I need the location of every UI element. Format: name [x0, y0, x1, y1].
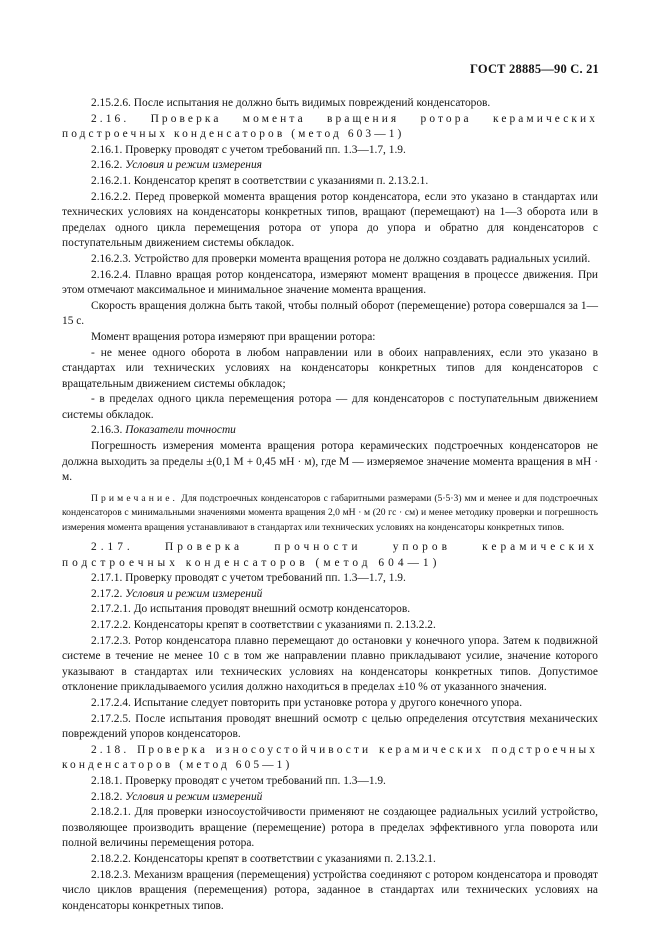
- section-heading-2-18: 2.18. Проверка износоустойчивости керамических подстроечных конденсаторов (метод 605—1): [62, 743, 598, 772]
- paragraph: Момент вращения ротора измеряют при вращении ротора:: [91, 330, 376, 343]
- paragraph: 2.17.2.3. Ротор конденсатора плавно перемещают до остановки у конечного упора. Затем к подвижной системе в течение не менее 10 с в том же направлении плавно прикладывают усилие, значение которого указывают в стандартах или технических условиях на конденсаторы конкретных типов. Допустимое отклонение прикладываемого усилия должно находиться в пределах ±10 % от указанного значения.: [62, 634, 598, 694]
- paragraph: 2.18.2.1. Для проверки износоустойчивости применяют не создающее радиальных усилий устройство, позволяющее производить вращение (перемещение) ротора в пределах эффективного угла поворота или полной величины перемещения ротора.: [62, 806, 598, 850]
- paragraph: 2.16.1. Проверку проводят с учетом требований пп. 1.3—1.7, 1.9.: [91, 143, 406, 156]
- subheading: [62, 587, 598, 603]
- paragraph: Погрешность измерения момента вращения ротора керамических подстроечных конденсаторов не должна выходить за пределы ±(0,1 M + 0,45 мН · м), где M — измеряемое значение момента вращения в мН · м.: [62, 440, 598, 484]
- subheading: [62, 158, 598, 174]
- paragraph: 2.16.2.4. Плавно вращая ротор конденсатора, измеряют момент вращения в процессе движения. При этом отмечают максимальное и минимальное значение момента вращения.: [62, 268, 598, 297]
- paragraph: 2.17.2.5. После испытания проводят внешний осмотр с целью определения отсутствия механических повреждений упоров конденсаторов.: [62, 712, 598, 741]
- paragraph: 2.17.2.2. Конденсаторы крепят в соответствии с указаниями п. 2.13.2.2.: [91, 619, 436, 632]
- subheading-title: Условия и режим измерения: [125, 159, 262, 172]
- paragraph: 2.17.1. Проверку проводят с учетом требований пп. 1.3—1.7, 1.9.: [91, 572, 406, 585]
- note-label: Примечание.: [91, 492, 179, 504]
- subheading-number: 2.17.2.: [91, 587, 123, 600]
- section-heading-2-16: 2.16. Проверка момента вращения ротора керамических подстроечных конденсаторов (метод 603—1): [62, 112, 598, 141]
- paragraph: 2.16.2.3. Устройство для проверки момента вращения ротора не должно создавать радиальных усилий.: [91, 252, 591, 265]
- list-item: - в пределах одного цикла перемещения ротора — для конденсаторов с поступательным движением системы обкладок.: [62, 393, 598, 421]
- list-item: - не менее одного оборота в любом направлении или в обоих направлениях, если это указано в стандартах или технических условиях на конденсаторы конкретных типов для конденсаторов с вращательным движением системы обкладок;: [62, 346, 598, 390]
- subheading-number: 2.16.3.: [91, 424, 123, 437]
- subheading-title: Показатели точности: [125, 424, 236, 437]
- note-text: Для подстроечных конденсаторов с габаритными размерами (5·5·3) мм и менее и для подстроечных конденсаторов с минимальными значениями момента вращения 2,0 мН · м (20 гс · см) и менее методику проверки и погрешность измерения момента вращения устанавливают в стандартах или технических условиях на конденсаторы конкретных типов.: [62, 492, 598, 533]
- paragraph: 2.18.1. Проверку проводят с учетом требований пп. 1.3—1.9.: [91, 774, 386, 787]
- subheading-title: Условия и режим измерений: [125, 587, 263, 600]
- paragraph: 2.16.2.1. Конденсатор крепят в соответствии с указаниями п. 2.13.2.1.: [91, 174, 429, 187]
- note: [62, 492, 598, 535]
- page-header: ГОСТ 28885—90 С. 21: [470, 62, 599, 76]
- paragraph: 2.16.2.2. Перед проверкой момента вращения ротор конденсатора, если это указано в стандартах или технических условиях на конденсаторы конкретных типов, вращают (перемещают) на 1—3 оборота или в пределах одного цикла перемещения ротора от упора до упора и обратно для конденсаторов с поступательным движением системы обкладок.: [62, 190, 598, 250]
- paragraph: 2.18.2.2. Конденсаторы крепят в соответствии с указаниями п. 2.13.2.1.: [91, 852, 436, 865]
- paragraph: 2.18.2.3. Механизм вращения (перемещения) устройства соединяют с ротором конденсатора и проводят число циклов вращения (перемещения) ротора, заданное в стандартах или технических условиях на конденсаторы конкретных типов.: [62, 868, 598, 912]
- subheading: [62, 423, 598, 439]
- subheading-number: 2.16.2.: [91, 159, 123, 172]
- paragraph: Скорость вращения должна быть такой, чтобы полный оборот (перемещение) ротора совершался за 1—15 с.: [62, 299, 598, 328]
- paragraph: 2.15.2.6. После испытания не должно быть видимых повреждений конденсаторов.: [91, 97, 491, 109]
- subheading-title: Условия и режим измерений: [125, 790, 263, 803]
- subheading: [62, 790, 598, 806]
- section-heading-2-17: 2.17. Проверка прочности упоров керамических подстроечных конденсаторов (метод 604—1): [62, 541, 598, 569]
- page-content: [62, 96, 598, 914]
- paragraph: 2.17.2.4. Испытание следует повторить при установке ротора у другого конечного упора.: [91, 697, 523, 709]
- subheading-number: 2.18.2.: [91, 790, 123, 803]
- paragraph: 2.17.2.1. До испытания проводят внешний осмотр конденсаторов.: [91, 603, 411, 616]
